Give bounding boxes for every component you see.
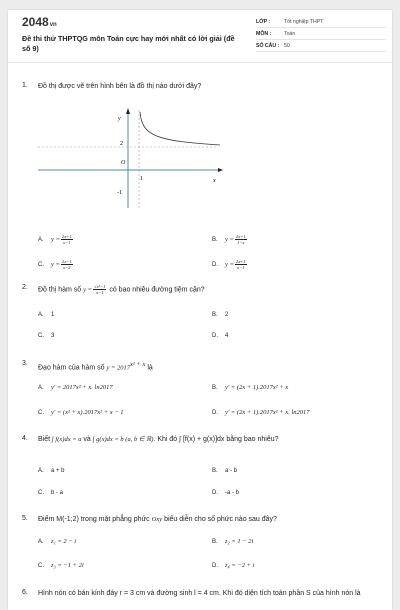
y-axis-label: y: [118, 116, 121, 122]
x-axis-label: x: [213, 178, 216, 184]
q1-option-a[interactable]: A. y = $\frac{2x+1}{x-1}$: [38, 234, 72, 245]
q2-option-a[interactable]: A. 1: [38, 312, 55, 318]
question-6: 6. Hình nón có bán kính đáy r = 3 cm và đường sinh l = 4 cm. Khi đó diện tích toàn phần S của hình nón là: [22, 589, 361, 597]
q4-option-b[interactable]: B. a - b: [212, 468, 238, 474]
meta-row-count: SỐ CÂU : 50: [256, 40, 386, 52]
meta-row-class: LỚP : Tốt nghiệp THPT: [256, 16, 386, 28]
function-graph: [38, 108, 223, 208]
question-3: 3. Đạo hàm của hàm số $y = 2017^{x^2 + x}$ là: [22, 360, 153, 372]
question-4: 4. Biết ∫ f(x)dx = a và ∫ g(x)dx = b (a, b ∈ ℝ). Khi đó ∫ [f(x) + g(x)]dx bằng bao nhiêu?: [22, 435, 279, 443]
q3-option-a[interactable]: A. y' = 2017 x² + x . ln2017: [38, 384, 113, 391]
q4-option-c[interactable]: C. b - a: [38, 490, 64, 496]
q5-option-c[interactable]: C. z₃ = −1 + 2i: [38, 562, 84, 569]
q3-option-b[interactable]: B. y' = (2x + 1).2017 x² + x: [212, 384, 289, 391]
y-tick-2: 2: [120, 141, 123, 147]
y-tick-neg1: -1: [117, 190, 122, 196]
meta-row-subject: MÔN : Toán: [256, 28, 386, 40]
q2-option-b[interactable]: B. 2: [212, 312, 229, 318]
x-tick-1: 1: [140, 176, 143, 182]
question-5: 5. Điểm M(-1;2) trong mặt phẳng phức Oxy biểu diễn cho số phức nào sau đây?: [22, 515, 277, 523]
document-header: [8, 10, 392, 63]
q3-option-d[interactable]: D. y' = (2x + 1).2017 x² + x . ln2017: [212, 409, 310, 416]
document-page: [8, 10, 392, 610]
q2-option-c[interactable]: C. 3: [38, 333, 55, 339]
question-1: 1. Đồ thị được vẽ trên hình bên là đồ thị nào dưới đây?: [22, 82, 202, 90]
q4-option-a[interactable]: A. a + b: [38, 468, 65, 474]
question-2: 2. Đồ thị hàm số y = $\frac{\text{√x²−1}}{x-1}$ có bao nhiêu đường tiệm cận?: [22, 284, 205, 295]
q5-option-b[interactable]: B. z₂ = 1 − 2i: [212, 538, 254, 545]
q5-option-d[interactable]: D. z₄ = −2 + i: [212, 562, 255, 569]
q3-option-c[interactable]: C. y' = (x² + x).2017 x² + x − 1: [38, 409, 124, 416]
q1-option-d[interactable]: D. y = $\frac{2x+1}{x-1}$: [212, 259, 246, 270]
document-title: Đề thi thử THPTQG môn Toán cực hay mới nhất có lời giải (đề số 9): [22, 34, 235, 53]
q2-option-d[interactable]: D. 4: [212, 333, 229, 339]
origin-label: O: [121, 160, 126, 166]
q4-option-d[interactable]: D. -a - b: [212, 490, 240, 496]
logo[interactable]: 2048vn: [22, 15, 57, 29]
q1-option-b[interactable]: B. y = $\frac{2x+1}{1-x}$: [212, 234, 246, 245]
q5-option-a[interactable]: A. z₁ = 2 − i: [38, 538, 77, 545]
meta-info: [256, 16, 386, 52]
q1-option-c[interactable]: C. y = $\frac{2x-1}{x-2}$: [38, 259, 72, 270]
